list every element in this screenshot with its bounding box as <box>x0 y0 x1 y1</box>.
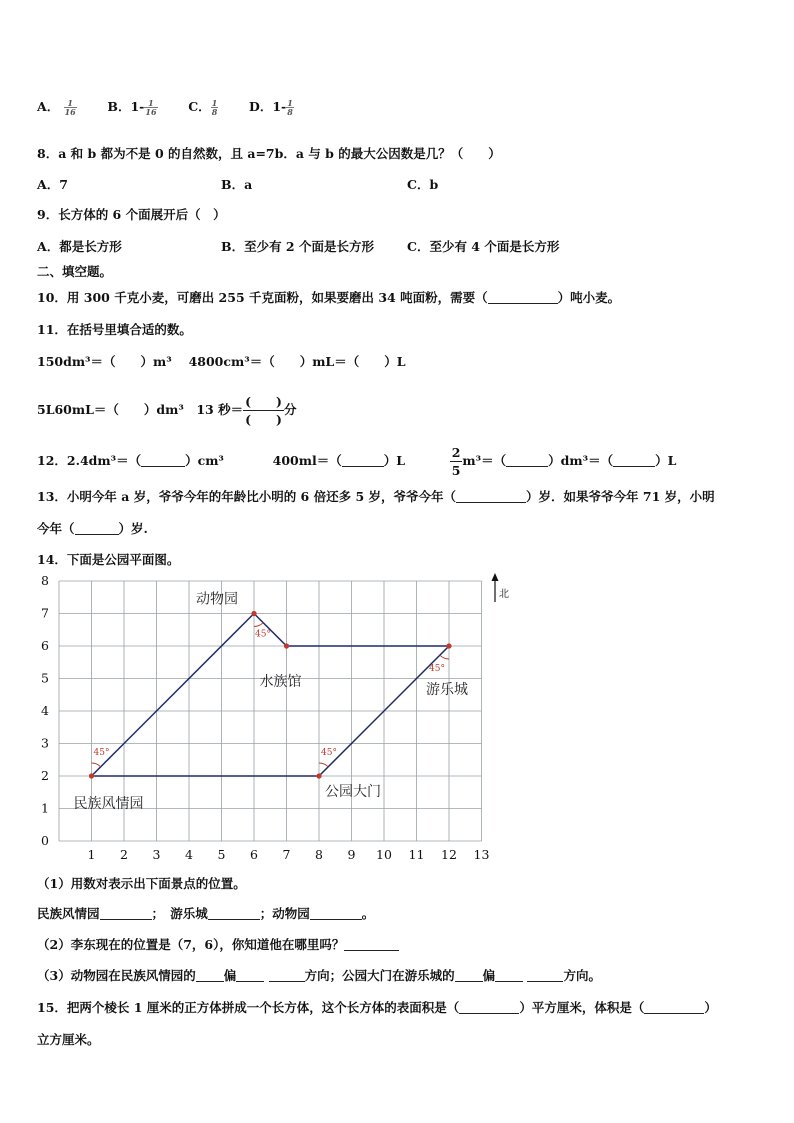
angle-arc <box>440 655 449 659</box>
map-point <box>284 643 289 648</box>
q8-stem: 8．a 和 b 都为不是 0 的自然数，且 a=7b．a 与 b 的最大公因数是几？（ ） <box>37 146 501 161</box>
q14-sub2: （2）李东现在的位置是（7，6），你知道他在哪里吗？ <box>37 937 399 953</box>
map-point <box>446 643 451 648</box>
q7-options: A． $\frac{1}{16}$ B．1- $\frac{1}{16}$ C． $\frac{1}{8}$ D．1- $\frac{1}{8}$ <box>37 98 293 117</box>
q9-stem: 9．长方体的 6 个面展开后（ ） <box>37 207 226 222</box>
y-tick-label: 0 <box>41 833 49 848</box>
answer-blank[interactable] <box>644 1001 704 1014</box>
y-tick-label: 1 <box>41 800 49 816</box>
map-place-label: 水族馆 <box>259 674 302 690</box>
answer-blank[interactable] <box>506 454 548 467</box>
map-point <box>251 611 256 616</box>
q10: 10．用 300 千克小麦，可磨出 255 千克面粉，如果要磨出 34 吨面粉，需要（ ）吨小麦。 <box>37 290 621 305</box>
park-map-chart <box>0 570 794 870</box>
answer-blank[interactable] <box>455 969 483 982</box>
answer-blank[interactable] <box>344 938 399 951</box>
angle-label: 45° <box>255 629 271 640</box>
x-tick-label: 3 <box>152 847 161 862</box>
answer-blank[interactable] <box>236 969 264 982</box>
y-tick-label: 4 <box>41 703 49 718</box>
y-tick-label: 6 <box>41 638 49 653</box>
q11-stem: 11．在括号里填合适的数。 <box>37 322 192 337</box>
q11-line1: 150dm³＝（ ）m³ 4800cm³＝（ ）mL＝（ ）L <box>37 354 406 369</box>
x-tick-label: 12 <box>441 847 457 862</box>
fraction: $\frac{1}{8}$ <box>287 98 293 117</box>
q15-line1: 15．把两个棱长 1 厘米的正方体拼成一个长方体，这个长方体的表面积是（ ）平方厘米，体积是（ ） <box>37 1000 717 1015</box>
q14-sub1: （1）用数对表示出下面景点的位置。 <box>37 876 246 891</box>
q14-locations: 民族风情园 ； 游乐城 ；动物园 。 <box>37 906 375 921</box>
angle-label: 45° <box>429 664 445 674</box>
answer-blank[interactable] <box>495 969 523 982</box>
q14-sub3: （3）动物园在民族风情园的 偏 方向；公园大门在游乐城的 偏 方向。 <box>37 968 601 983</box>
y-tick-label: 2 <box>41 768 49 783</box>
x-tick-label: 10 <box>376 847 392 862</box>
answer-blank[interactable] <box>613 454 655 467</box>
x-tick-label: 8 <box>315 847 323 862</box>
x-tick-label: 7 <box>282 847 291 862</box>
q12: 12．2.4dm³＝（ ）cm³ 400ml＝（ ）L $\frac{2}{5}$ m³＝（ ）dm³＝（ ）L <box>37 445 677 478</box>
y-tick-label: 3 <box>41 735 49 751</box>
answer-blank[interactable] <box>100 907 152 920</box>
fraction: $\frac{1}{16}$ <box>64 98 76 117</box>
q15-line2: 立方厘米。 <box>37 1032 100 1047</box>
angle-label: 45° <box>93 748 110 758</box>
map-point <box>89 773 94 778</box>
q14-stem: 14．下面是公园平面图。 <box>37 552 180 567</box>
x-tick-label: 9 <box>347 847 356 862</box>
answer-blank[interactable] <box>488 291 558 304</box>
answer-blank[interactable] <box>342 454 384 467</box>
map-place-label: 民族风情园 <box>73 796 144 812</box>
q9-option-b: B．至少有 2 个面是长方形 <box>221 239 374 254</box>
angle-label: 45° <box>321 748 337 758</box>
y-tick-label: 5 <box>41 670 49 686</box>
angle-arc <box>319 763 328 767</box>
angle-arc <box>92 763 101 767</box>
map-point <box>316 773 321 778</box>
map-place-label: 公园大门 <box>325 784 381 800</box>
x-tick-label: 13 <box>473 847 490 862</box>
answer-blank[interactable] <box>269 969 305 982</box>
answer-blank[interactable] <box>75 522 119 535</box>
fraction: $\frac{1}{16}$ <box>145 98 157 117</box>
angle-arc <box>254 623 263 627</box>
map-place-label: 动物园 <box>196 591 238 608</box>
answer-blank[interactable] <box>208 907 260 920</box>
q8-option-c: C．b <box>407 177 439 192</box>
fraction: $\frac{1}{8}$ <box>211 98 218 117</box>
q13-line2: 今年（ ）岁. <box>37 521 148 536</box>
answer-blank[interactable] <box>459 1001 519 1014</box>
section-heading: 二、填空题。 <box>37 264 113 279</box>
answer-blank[interactable] <box>141 454 185 467</box>
answer-blank[interactable] <box>310 907 362 920</box>
y-tick-label: 7 <box>41 605 49 621</box>
x-tick-label: 11 <box>408 847 425 862</box>
q9-option-c: C．至少有 4 个面是长方形 <box>407 239 560 254</box>
fraction: $\frac{2}{5}$ <box>451 445 461 478</box>
fraction: ( ) ( ) <box>245 394 282 427</box>
x-tick-label: 6 <box>250 847 258 862</box>
north-label: 北 <box>499 589 509 600</box>
x-tick-label: 2 <box>120 847 128 862</box>
y-tick-label: 8 <box>41 573 49 588</box>
answer-blank[interactable] <box>196 969 224 982</box>
map-place-label: 游乐城 <box>426 682 468 698</box>
q9-option-a: A．都是长方形 <box>37 239 122 254</box>
answer-blank[interactable] <box>456 490 526 503</box>
q8-option-b: B．a <box>221 177 253 192</box>
north-arrow-icon <box>492 573 499 581</box>
x-tick-label: 4 <box>185 847 193 862</box>
x-tick-label: 5 <box>217 847 226 862</box>
x-tick-label: 1 <box>87 847 96 862</box>
answer-blank[interactable] <box>527 969 563 982</box>
q13-line1: 13．小明今年 a 岁，爷爷今年的年龄比小明的 6 倍还多 5 岁，爷爷今年（ ）岁．如果爷爷今年 71 岁，小明 <box>37 489 715 504</box>
q11-line2: 5L60mL＝（ ）dm³ 13 秒＝ ( ) ( ) 分 <box>37 394 297 427</box>
q8-option-a: A．7 <box>37 177 68 192</box>
